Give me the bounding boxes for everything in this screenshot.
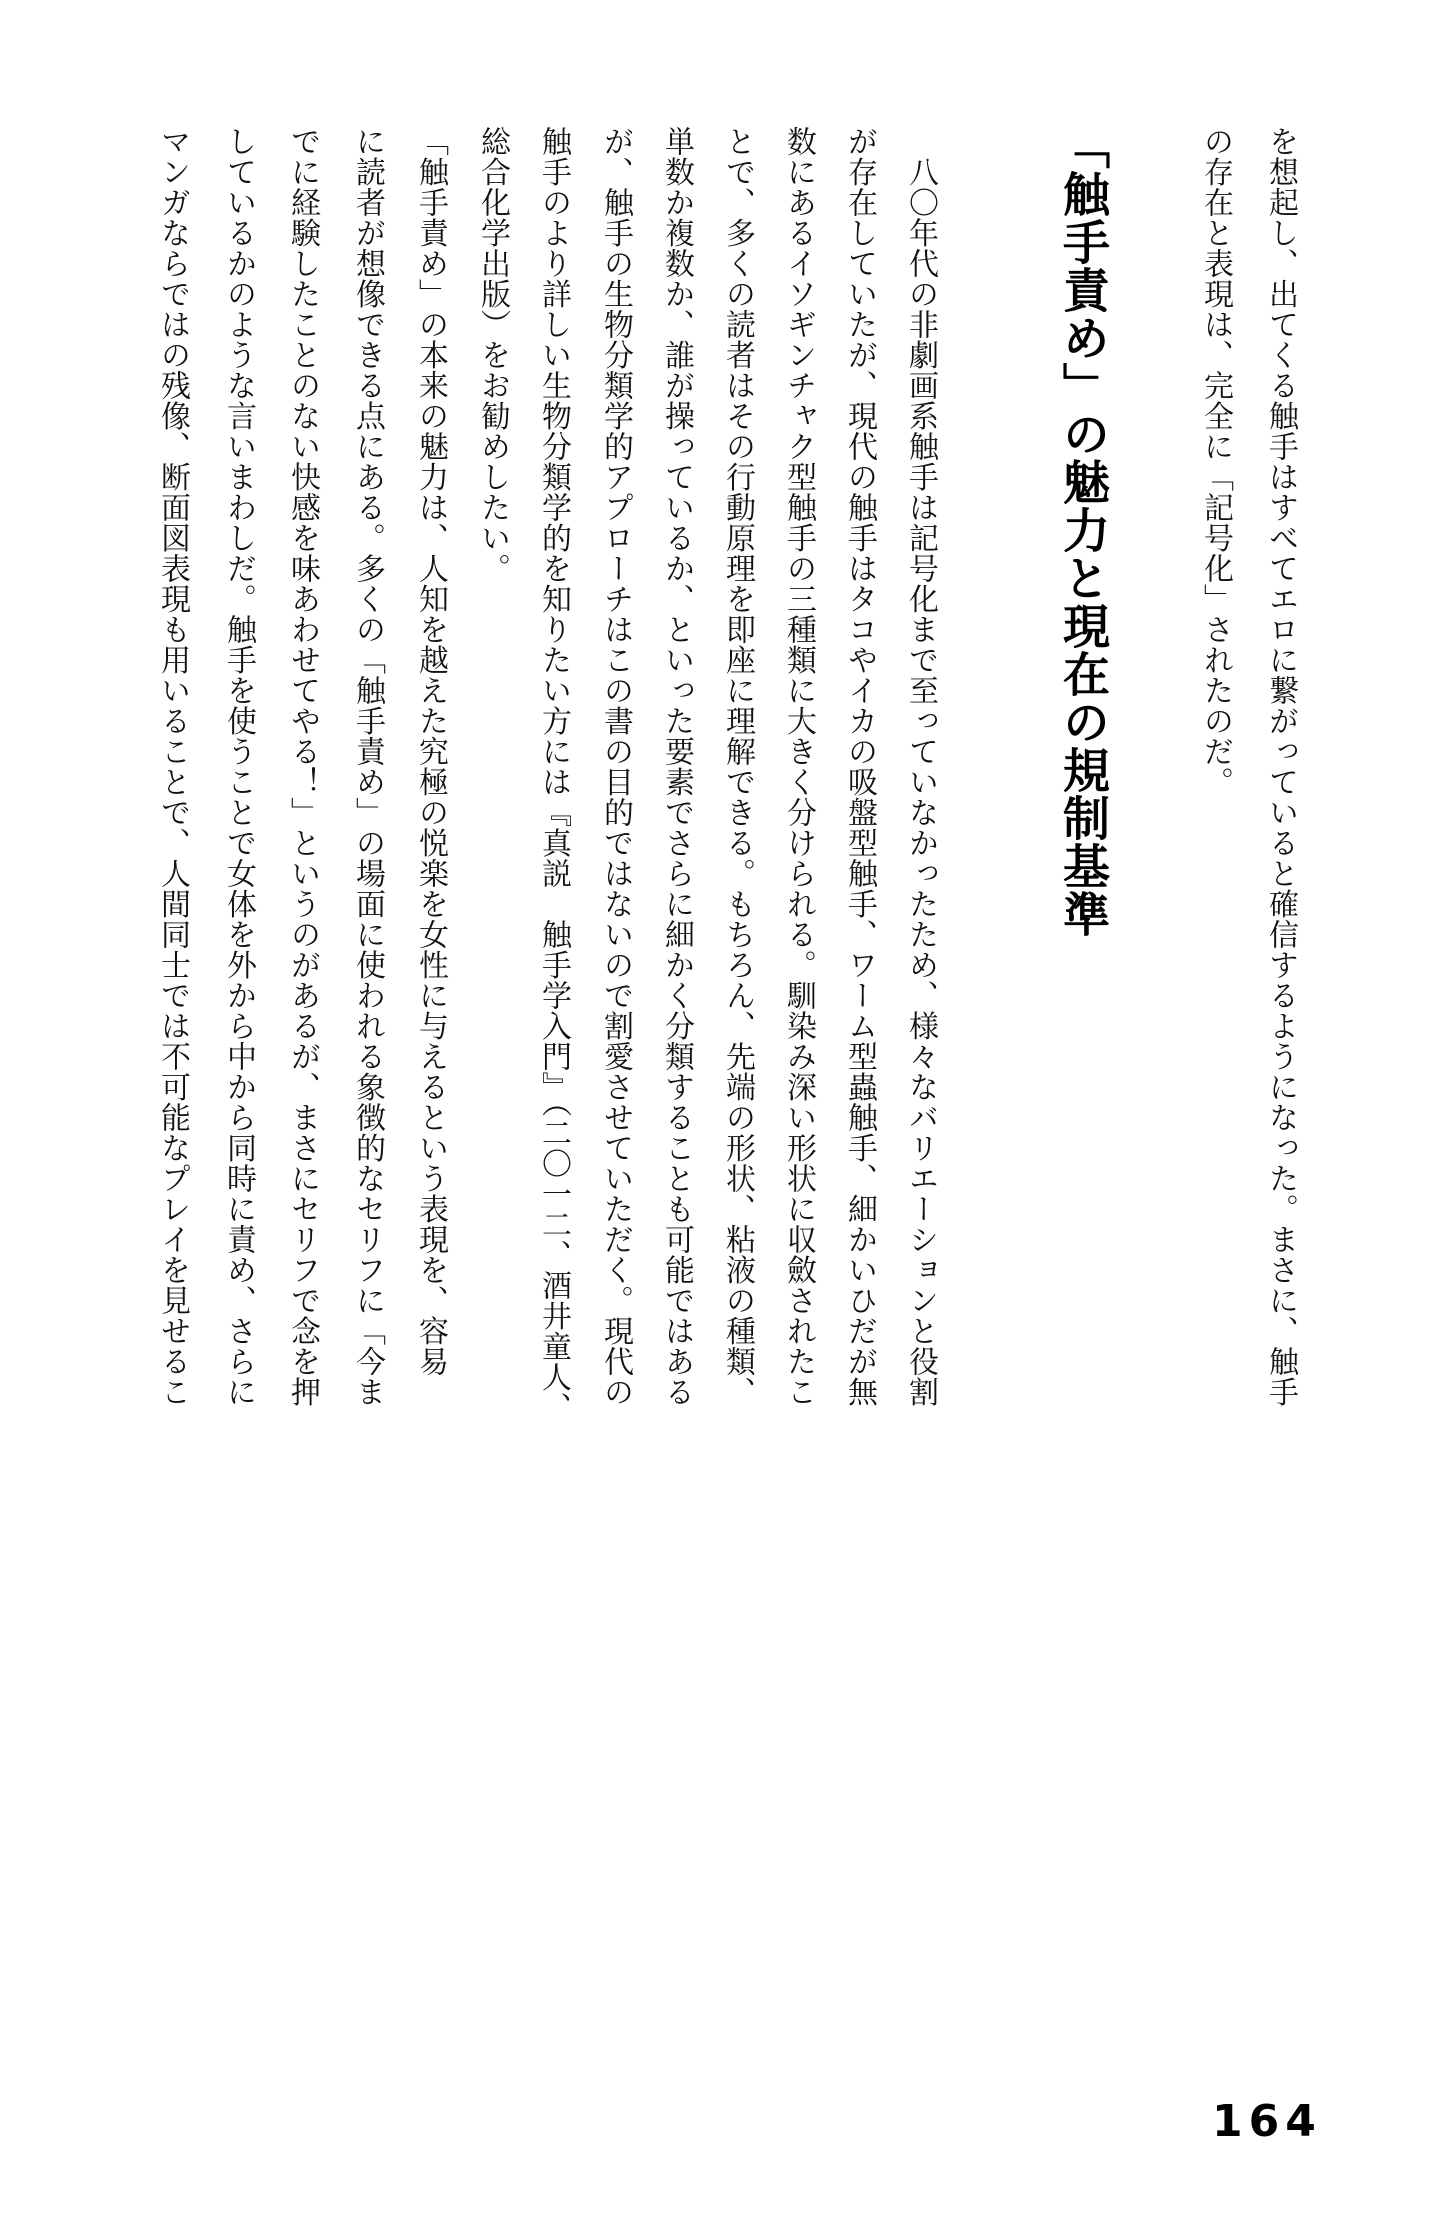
body-text-column: 「触手責め」の本来の魅力は、人知を越えた究極の悦楽を女性に与えるという表現を、容易	[413, 126, 448, 1377]
body-text-column: が、触手の生物分類学的アプローチはこの書の目的ではないので割愛させていただく。現代の	[598, 126, 633, 1407]
body-text-column: 総合化学出版）をお勧めしたい。	[475, 126, 510, 584]
body-text-column: 触手のより詳しい生物分類学的を知りたい方には『真説 触手学入門』（二〇一二、酒井童人、	[536, 126, 571, 1423]
body-text-column: しているかのような言いまわしだ。触手を使うことで女体を外から中から同時に責め、さらに	[221, 126, 256, 1407]
body-text-column: マンガならではの残像、断面図表現も用いることで、人間同士では不可能なプレイを見せるこ	[155, 126, 190, 1407]
body-text-column: に読者が想像できる点にある。多くの「触手責め」の場面に使われる象徴的なセリフに「今ま	[350, 126, 385, 1407]
body-text-column: 数にあるイソギンチャク型触手の三種類に大きく分けられる。馴染み深い形状に収斂されたこ	[781, 126, 816, 1407]
body-text-column: が存在していたが、現代の触手はタコやイカの吸盤型触手、ワーム型蟲触手、細かいひだが無	[842, 126, 877, 1407]
section-heading: 「触手責め」の魅力と現在の規制基準	[1055, 122, 1110, 938]
body-text-column: でに経験したことのない快感を味あわせてやる！」というのがあるが、まさにセリフで念を押	[285, 126, 320, 1407]
body-text-column: 八〇年代の非劇画系触手は記号化まで至っていなかったため、様々なバリエーションと役割	[903, 126, 938, 1407]
body-text-column: 単数か複数か、誰が操っているか、といった要素でさらに細かく分類することも可能ではある	[659, 126, 694, 1407]
page-number: 164	[1212, 2096, 1322, 2147]
body-text-column: の存在と表現は、完全に「記号化」されたのだ。	[1198, 126, 1233, 797]
body-text-column: とで、多くの読者はその行動原理を即座に理解できる。もちろん、先端の形状、粘液の種類、	[720, 126, 755, 1407]
body-text-column: を想起し、出てくる触手はすべてエロに繋がっていると確信するようになった。まさに、触手	[1263, 126, 1298, 1407]
